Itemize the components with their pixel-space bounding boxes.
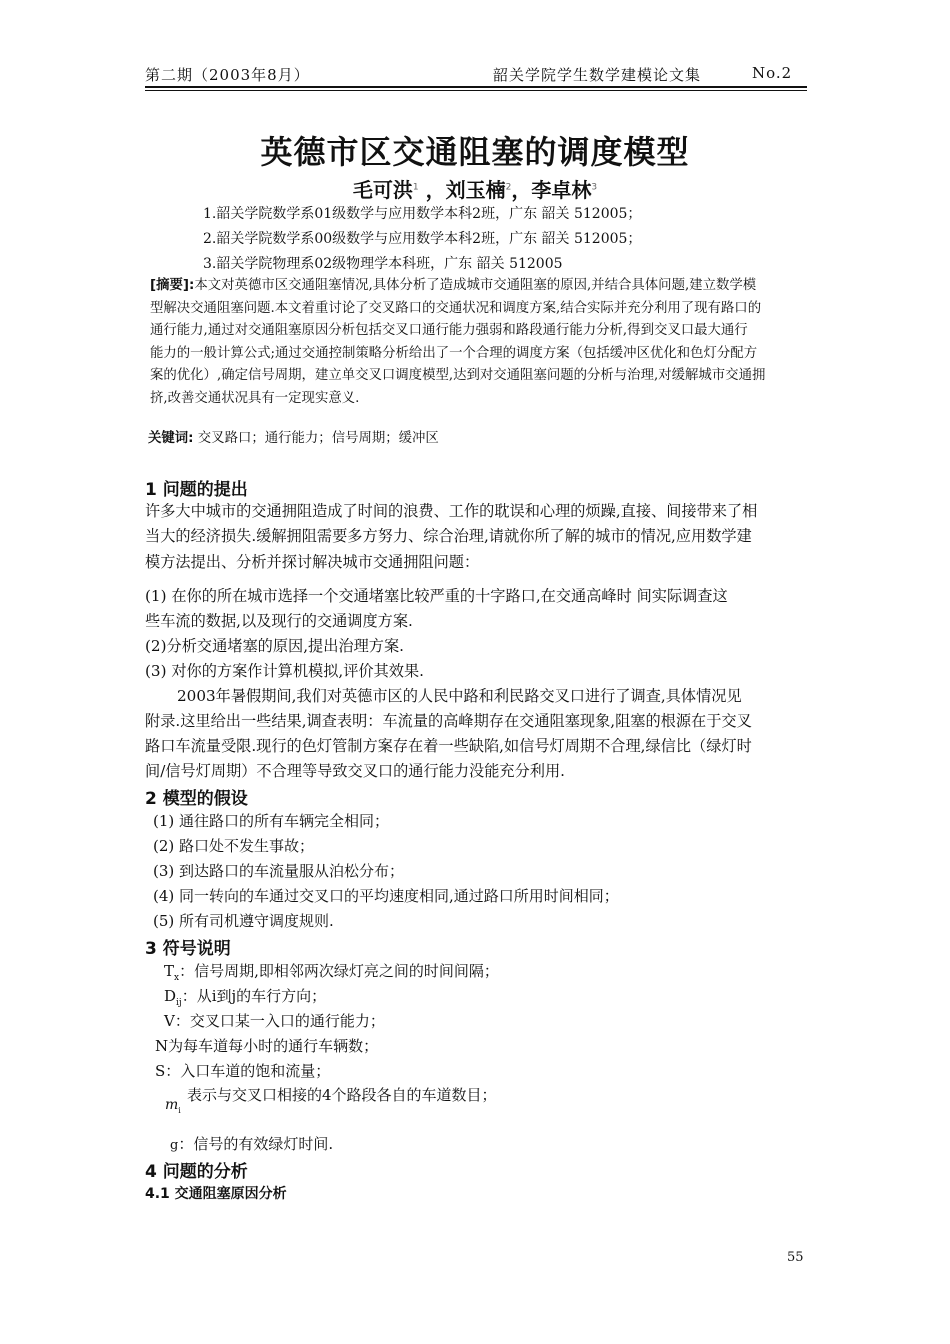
abstract-line: 挤,改善交通状况具有一定现实意义.: [150, 390, 360, 406]
author-separator: ，: [511, 178, 532, 202]
keywords: [148, 427, 439, 446]
abstract: [150, 275, 810, 410]
header-rule-thin: [145, 90, 807, 91]
symbol-name: T: [164, 962, 175, 980]
abstract-text: 本文对英德市区交通阻塞情况,具体分析了造成城市交通阻塞的原因,并结合具体问题,建立数学模: [194, 278, 757, 293]
assumption-item: (2) 路口处不发生事故；: [153, 837, 315, 855]
section-4-heading: 4 问题的分析: [145, 1162, 248, 1182]
assumption-item: (5) 所有司机遵守调度规则.: [153, 912, 334, 930]
abstract-line: 型解决交通阻塞问题.本文着重讨论了交叉路口的交通状况和调度方案,结合实际并充分利用了现有路口的: [150, 300, 762, 316]
author-2: 刘玉楠: [445, 178, 506, 202]
symbol-mi-desc: 表示与交叉口相接的4个路段各自的车道数目；: [187, 1086, 497, 1104]
keywords-text: 交叉路口；通行能力；信号周期；缓冲区: [197, 431, 439, 446]
list-item: (2)分析交通堵塞的原因,提出治理方案.: [145, 637, 404, 655]
affiliation-2: 2.韶关学院数学系00级数学与应用数学本科2班，广东 韶关 512005；: [203, 231, 642, 247]
list-item: (3) 对你的方案作计算机模拟,评价其效果.: [145, 662, 424, 680]
page-number: 55: [787, 1250, 804, 1265]
list-item: (1) 在你的所在城市选择一个交通堵塞比较严重的十字路口,在交通高峰时 间实际调查这: [145, 587, 728, 605]
paragraph-line: 附录.这里给出一些结果,调查表明：车流量的高峰期存在交通阻塞现象,阻塞的根源在于交叉: [145, 712, 752, 730]
header-rule-thick: [145, 86, 807, 88]
symbol-mi: [165, 1097, 181, 1115]
author-1: 毛可洪: [352, 178, 413, 202]
symbol-v: V：交叉口某一入口的通行能力；: [164, 1012, 385, 1030]
symbol-desc: ：从i到j的车行方向；: [181, 987, 327, 1005]
paragraph-line: 模方法提出、分析并探讨解决城市交通拥阻问题：: [145, 553, 480, 571]
symbol-desc: ：信号周期,即相邻两次绿灯亮之间的时间间隔；: [179, 962, 499, 980]
symbol-subscript: ij: [176, 998, 182, 1008]
symbol-name: m: [165, 1097, 179, 1113]
keywords-label: 关键词:: [148, 431, 194, 446]
symbol-desc: ：信号的有效绿灯时间.: [178, 1135, 334, 1153]
section-2-heading: 2 模型的假设: [145, 789, 248, 809]
header-journal: 韶关学院学生数学建模论文集: [493, 66, 702, 84]
abstract-line: 能力的一般计算公式;通过交通控制策略分析给出了一个合理的调度方案（包括缓冲区优化和色灯分配方: [150, 345, 758, 361]
abstract-label: [摘要]:: [150, 278, 195, 293]
header-number: No.2: [752, 64, 793, 82]
author-2-mark: 2: [505, 182, 512, 193]
symbol-subscript: x: [174, 973, 180, 983]
abstract-line: [150, 275, 810, 298]
abstract-line: 通行能力,通过对交通阻塞原因分析包括交叉口通行能力强弱和路段通行能力分析,得到交叉口最大通行: [150, 323, 748, 338]
paragraph-line: 2003年暑假期间,我们对英德市区的人民中路和利民路交叉口进行了调查,具体情况见: [177, 687, 742, 705]
symbol-name: D: [164, 987, 177, 1005]
affiliation-1: 1.韶关学院数学系01级数学与应用数学本科2班，广东 韶关 512005；: [203, 206, 642, 222]
paragraph-line: 路口车流量受限.现行的色灯管制方案存在着一些缺陷,如信号灯周期不合理,绿信比（绿灯时: [145, 737, 752, 755]
assumption-item: (3) 到达路口的车流量服从泊松分布；: [153, 862, 405, 880]
author-3: 李卓林: [531, 178, 592, 202]
author-separator: ，: [425, 178, 446, 202]
list-item: 些车流的数据,以及现行的交通调度方案.: [145, 612, 413, 630]
subsection-4-1-heading: 4.1 交通阻塞原因分析: [145, 1186, 287, 1202]
paragraph-line: 许多大中城市的交通拥阻造成了时间的浪费、工作的耽误和心理的烦躁,直接、间接带来了相: [145, 502, 758, 520]
paragraph-line: 当大的经济损失.缓解拥阻需要多方努力、综合治理,请就你所了解的城市的情况,应用数学建: [145, 527, 752, 545]
section-1-heading: 1 问题的提出: [145, 480, 248, 500]
assumption-item: (4) 同一转向的车通过交叉口的平均速度相同,通过路口所用时间相同；: [153, 887, 619, 905]
symbol-subscript: i: [178, 1105, 181, 1115]
symbol-name: g: [170, 1138, 179, 1153]
author-1-mark: 1: [412, 182, 419, 193]
paragraph-line: 间/信号灯周期）不合理等导致交叉口的通行能力没能充分利用.: [145, 762, 566, 780]
abstract-line: 案的优化）,确定信号周期，建立单交叉口调度模型,达到对交通阻塞问题的分析与治理,对缓解城市交通拥: [150, 368, 766, 383]
symbol-n: N为每车道每小时的通行车辆数；: [155, 1037, 379, 1055]
affiliation-3: 3.韶关学院物理系02级物理学本科班，广东 韶关 512005: [203, 256, 563, 272]
symbol-g: [170, 1133, 333, 1154]
author-3-mark: 3: [591, 182, 598, 193]
header-issue: 第二期（2003年8月）: [145, 66, 310, 84]
symbol-s: S：入口车道的饱和流量；: [155, 1062, 331, 1080]
symbol-tx: [164, 960, 499, 983]
author-line: [0, 174, 950, 203]
assumption-item: (1) 通往路口的所有车辆完全相同；: [153, 812, 390, 830]
symbol-dij: [164, 985, 326, 1008]
paper-title: 英德市区交通阻塞的调度模型: [260, 133, 690, 171]
section-3-heading: 3 符号说明: [145, 939, 231, 959]
